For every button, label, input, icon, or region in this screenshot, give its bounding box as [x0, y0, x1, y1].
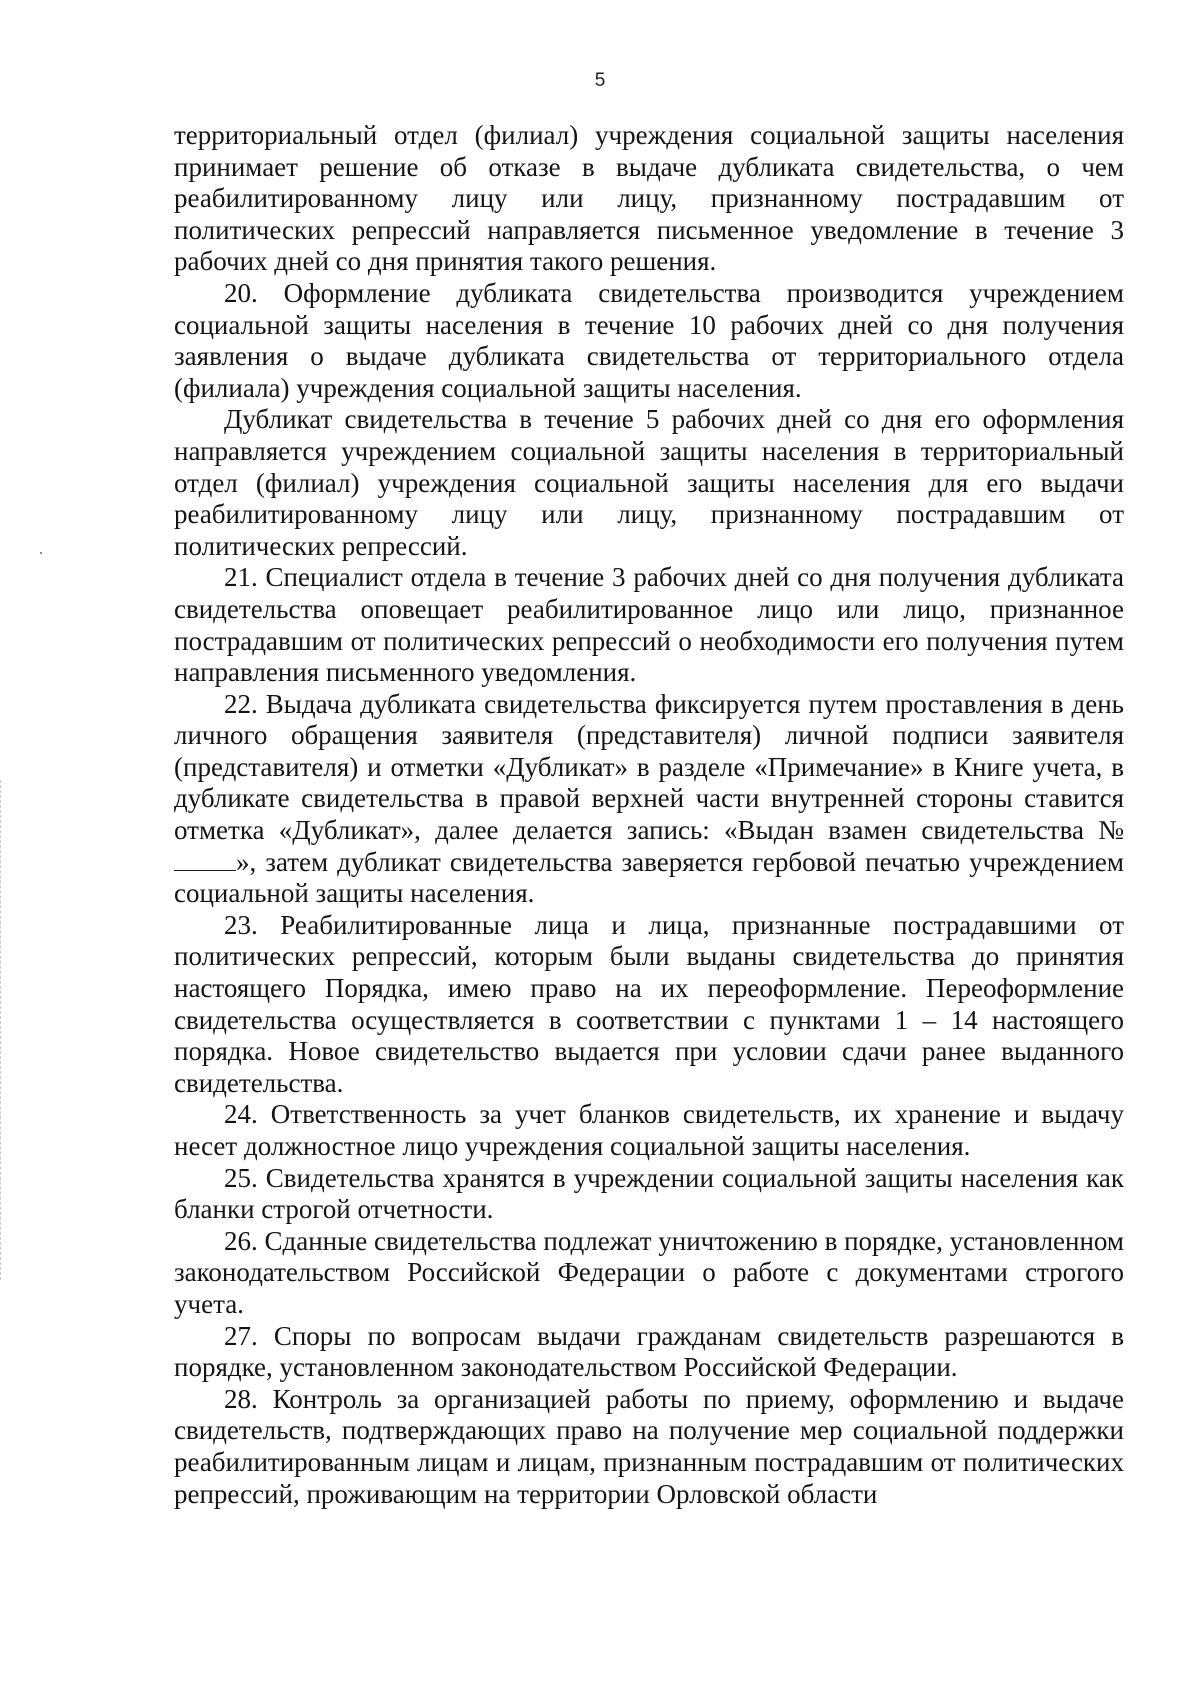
document-body [174, 120, 1124, 1510]
paragraph-item-21: 21. Специалист отдела в течение 3 рабочих дней со дня получения дубликата свидетельства оповещает реабилитированное лицо или лицо, признанное пострадавшим от политических репрессий о необходимости его получения путем направления письменного уведомления. [174, 562, 1124, 688]
scan-margin-marks [0, 780, 5, 1280]
paragraph-item-24: 24. Ответственность за учет бланков свидетельств, их хранение и выдачу несет должностное лицо учреждения социальной защиты населения. [174, 1099, 1124, 1161]
paragraph-item-27: 27. Споры по вопросам выдачи гражданам свидетельств разрешаются в порядке, установленном законодательством Российской Федерации. [174, 1320, 1124, 1383]
paragraph-item-22-text-before: 22. Выдача дубликата свидетельства фиксируется путем проставления в день личного обращения заявителя (представителя) личной подписи заявителя (представителя) и отметки «Дубликат» в разделе «Примечание» в Книге учета, в дубликате свидетельства в правой верхней части внутренней стороны ставится отметка «Дубликат», далее делается запись: «Выдан взамен свидетельства № [174, 688, 1124, 846]
paragraph-item-23: 23. Реабилитированные лица и лица, признанные пострадавшими от политических репрессий, которым были выданы свидетельства до принятия настоящего Порядка, имею право на их переоформление. Переоформление свидетельства осуществляется в соответствии с пунктами 1 – 14 настоящего порядка. Новое свидетельство выдается при условии сдачи ранее выданного свидетельства. [174, 909, 1124, 1098]
scan-speck [40, 552, 42, 554]
paragraph-item-22-text-after: », затем дубликат свидетельства заверяется гербовой печатью учреждением социальной защиты населения. [174, 846, 1124, 909]
certificate-number-blank [174, 848, 236, 871]
page-number: 5 [594, 70, 606, 91]
paragraph-item-22 [174, 689, 1124, 910]
paragraph-item-25: 25. Свидетельства хранятся в учреждении социальной защиты населения как бланки строгой отчетности. [174, 1162, 1124, 1225]
paragraph-item-26: 26. Сданные свидетельства подлежат уничтожению в порядке, установленном законодательством Российской Федерации о работе с документами строгого учета. [174, 1225, 1124, 1319]
paragraph-item-20-duplicate-delivery: Дубликат свидетельства в течение 5 рабочих дней со дня его оформления направляется учреждением социальной защиты населения в территориальный отдел (филиал) учреждения социальной защиты населения для его выдачи реабилитированному лицу или лицу, признанному пострадавшим от политических репрессий. [174, 404, 1124, 561]
paragraph-item-28: 28. Контроль за организацией работы по приему, оформлению и выдаче свидетельств, подтверждающих право на получение мер социальной поддержки реабилитированным лицам и лицам, признанным пострадавшим от политических репрессий, проживающим на территории Орловской области [174, 1383, 1124, 1509]
paragraph-item-20: 20. Оформление дубликата свидетельства производится учреждением социальной защиты населения в течение 10 рабочих дней со дня получения заявления о выдаче дубликата свидетельства от территориального отдела (филиала) учреждения социальной защиты населения. [174, 277, 1124, 403]
paragraph-continuation-19: территориальный отдел (филиал) учреждения социальной защиты населения принимает решение об отказе в выдаче дубликата свидетельства, о чем реабилитированному лицу или лицу, признанному пострадавшим от политических репрессий направляется письменное уведомление в течение 3 рабочих дней со дня принятия такого решения. [174, 120, 1124, 277]
